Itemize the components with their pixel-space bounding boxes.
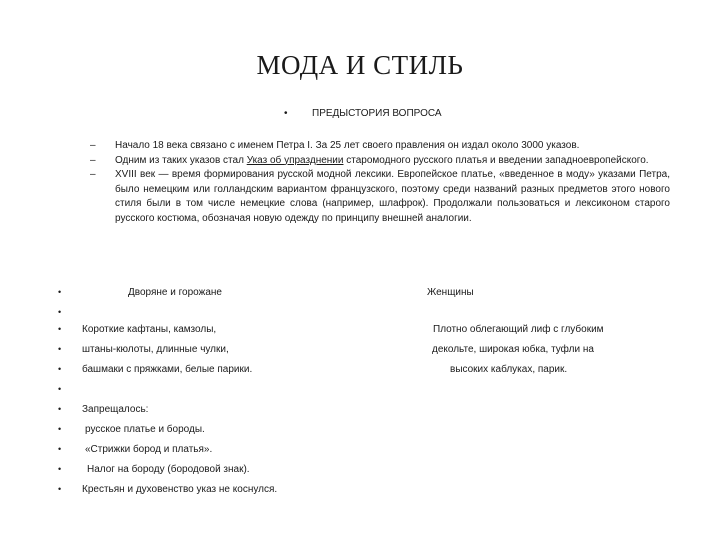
dash-item	[90, 154, 670, 169]
bullet-icon: •	[58, 364, 62, 374]
list-row	[0, 307, 720, 321]
list-row	[0, 364, 720, 378]
bullet-icon: •	[58, 424, 62, 434]
row-left-text: Запрещалось:	[82, 404, 149, 415]
row-left-text: Короткие кафтаны, камзолы,	[82, 324, 217, 335]
dash-item-text: Начало 18 века связано с именем Петра I. За 25 лет своего правления он издал около 3000 указов.	[115, 140, 580, 151]
dash-item-text: Одним из таких указов стал	[115, 154, 247, 166]
bullet-icon: •	[58, 444, 62, 454]
row-left-text: башмаки с пряжками, белые парики.	[82, 364, 253, 375]
row-left-text: Крестьян и духовенство указ не коснулся.	[82, 484, 278, 495]
bullet-icon: •	[58, 484, 62, 494]
bullet-icon: •	[58, 344, 62, 354]
bullet-icon: •	[284, 108, 288, 119]
list-row	[0, 404, 720, 418]
row-right-text: Плотно облегающий лиф с глубоким	[433, 324, 604, 335]
dash-list	[90, 139, 670, 226]
list-row	[0, 384, 720, 398]
column-header-women: Женщины	[427, 287, 474, 298]
list-row	[0, 444, 720, 458]
subheading-text: ПРЕДЫСТОРИЯ ВОПРОСА	[312, 108, 442, 119]
dash-icon: –	[90, 169, 96, 180]
list-row	[0, 484, 720, 498]
list-row	[0, 464, 720, 478]
list-row	[0, 424, 720, 438]
column-header-nobles: Дворяне и горожане	[128, 287, 222, 298]
bullet-icon: •	[58, 404, 62, 414]
bullet-icon: •	[58, 307, 62, 317]
row-right-text: декольте, широкая юбка, туфли на	[432, 344, 594, 355]
list-row	[0, 344, 720, 358]
row-left-text: Налог на бороду (бородовой знак).	[87, 464, 250, 475]
row-right-text: высоких каблуках, парик.	[450, 364, 568, 375]
row-left-text: русское платье и бороды.	[85, 424, 205, 435]
list-row	[0, 324, 720, 338]
decree-link[interactable]: Указ об упразднении	[246, 154, 344, 166]
subheading	[284, 108, 442, 119]
dash-item	[90, 139, 670, 154]
row-left-text: «Стрижки бород и платья».	[85, 444, 213, 455]
dash-item-text: старомодного русского платья и введении западноевропейского.	[343, 154, 649, 166]
row-left-text: штаны-кюлоты, длинные чулки,	[82, 344, 229, 355]
dash-icon: –	[90, 154, 96, 166]
bullet-icon: •	[58, 324, 62, 334]
dash-item-text: XVIII век — время формирования русской модной лексики. Европейское платье, «введенное в моду» указами Петра, было немецким или голландским вариантом французского, поэтому среди названий разных предметов этого нового стиля были в том числе немецкие слова (например, шлафрок). Продолжали пользоваться и лексиконом старого русского костюма, обозначая новую одежду по принципу внешней аналогии.	[115, 169, 670, 224]
bullet-icon: •	[58, 464, 62, 474]
list-row	[0, 287, 720, 301]
bullet-icon: •	[58, 287, 62, 297]
page-title: МОДА И СТИЛЬ	[256, 50, 464, 80]
dash-icon: –	[90, 140, 96, 151]
bullet-icon: •	[58, 384, 62, 394]
dash-item	[90, 168, 670, 226]
